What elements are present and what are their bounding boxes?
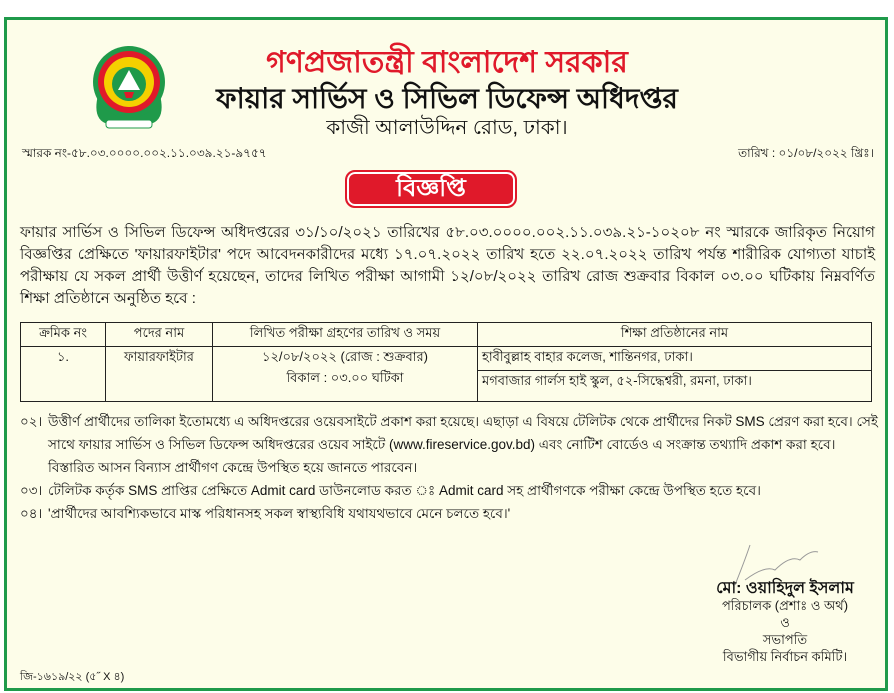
memo-number: স্মারক নং-৫৮.০৩.০০০০.০০২.১১.০৩৯.২১-৯৭৫৭ <box>22 146 267 160</box>
table-header-row <box>21 323 872 347</box>
signatory-name: মো: ওয়াহিদুল ইসলাম <box>716 580 854 597</box>
department-address: কাজী আলাউদ্দিন রোড, ঢাকা। <box>326 117 568 139</box>
notice-date: তারিখ : ০১/০৮/২০২২ খ্রিঃ। <box>738 146 874 160</box>
note-item <box>20 479 880 502</box>
notes-list <box>20 410 880 525</box>
cell-venue-2: মগবাজার গার্লস হাই স্কুল, ৫২-সিদ্ধেশ্বরী, রমনা, ঢাকা। <box>478 371 872 402</box>
exam-schedule-table <box>20 322 872 402</box>
note-number: ০২। <box>20 414 43 429</box>
exam-date: ১২/০৮/২০২২ (রোজ : শুক্রবার) <box>262 349 428 364</box>
header-venue: শিক্ষা প্রতিষ্ঠানের নাম <box>478 323 872 347</box>
department-title: ফায়ার সার্ভিস ও সিভিল ডিফেন্স অধিদপ্তর <box>216 83 678 114</box>
print-code: জি-১৬১৯/২২ (৫˝ X ৪) <box>20 671 125 683</box>
note-number: ০৩। <box>20 483 43 498</box>
note-item <box>20 410 880 479</box>
note-item <box>20 502 880 525</box>
signatory-designation: পরিচালক (প্রশাঃ ও অর্থ) <box>721 598 849 613</box>
note-number: ০৪। <box>20 506 43 521</box>
cell-post: ফায়ারফাইটার <box>106 347 213 402</box>
government-title: গণপ্রজাতন্ত্রী বাংলাদেশ সরকার <box>266 46 628 79</box>
signatory-role: সভাপতি <box>762 632 808 647</box>
cell-venue-1: হাবীবুল্লাহ বাহার কলেজ, শান্তিনগর, ঢাকা। <box>478 347 872 371</box>
header-datetime: লিখিত পরীক্ষা গ্রহণের তারিখ ও সময় <box>213 323 478 347</box>
note-text: টেলিটক কর্তৃক SMS প্রাপ্তির প্রেক্ষিতে Admit card ডাউনলোড করত ঃ Admit card সহ প্রার্থীগণকে পরীক্ষা কেন্দ্রে উপস্থিত হতে হবে। <box>48 483 761 498</box>
header-serial: ক্রমিক নং <box>21 323 106 347</box>
note-text: উত্তীর্ণ প্রার্থীদের তালিকা ইতোমধ্যে এ অধিদপ্তরের ওয়েবসাইটে প্রকাশ করা হয়েছে। এছাড়া এ বিষয়ে টেলিটক থেকে প্রার্থীদের নিকট SMS প্রেরণ করা হবে। সেই সাথে ফায়ার সার্ভিস ও সিভিল ডিফেন্স অধিদপ্তরের ওয়েব সাইটে (www.fireservice.gov.bd) এবং নোটিশ বোর্ডেও এ সংক্রান্ত তথ্যাদি প্রকাশ করা হবে। বিস্তারিত আসন বিন্যাস প্রার্থীগণ কেন্দ্রে উপস্থিত হয়ে জানতে পারবেন। <box>48 414 878 475</box>
cell-datetime <box>213 347 478 402</box>
exam-time: বিকাল : ০৩.০০ ঘটিকা <box>286 370 404 385</box>
signatory-and: ও <box>780 615 790 630</box>
signatory-committee: বিভাগীয় নির্বাচন কমিটি। <box>722 649 848 664</box>
intro-paragraph: ফায়ার সার্ভিস ও সিভিল ডিফেন্স অধিদপ্তরের ৩১/১০/২০২১ তারিখের ৫৮.০৩.০০০০.০০২.১১.০৩৯.২১-১০২০৮ নং স্মারকে জারিকৃত নিয়োগ বিজ্ঞপ্তির প্রেক্ষিতে 'ফায়ারফাইটার' পদে আবেদনকারীদের মধ্যে ১৭.০৭.২০২২ তারিখ হতে ২২.০৭.২০২২ তারিখ পর্যন্ত শারীরিক যোগ্যতা যাচাই পরীক্ষায় যে সকল প্রার্থী উত্তীর্ণ হয়েছেন, তাদের লিখিত পরীক্ষা আগামী ১২/০৮/২০২২ তারিখ রোজ শুক্রবার বিকাল ০৩.০০ ঘটিকায় নিম্নবর্ণিত শিক্ষা প্রতিষ্ঠানে অনুষ্ঠিত হবে : <box>20 224 875 307</box>
notice-title-badge: বিজ্ঞপ্তি <box>345 170 517 208</box>
signatory-block <box>690 580 880 665</box>
cell-serial: ১. <box>21 347 106 402</box>
header-post: পদের নাম <box>106 323 213 347</box>
table-row <box>21 347 872 371</box>
note-text: 'প্রার্থীদের আবশ্যিকভাবে মাস্ক পরিধানসহ সকল স্বাস্থ্যবিধি যথাযথভাবে মেনে চলতে হবে।' <box>48 506 511 521</box>
